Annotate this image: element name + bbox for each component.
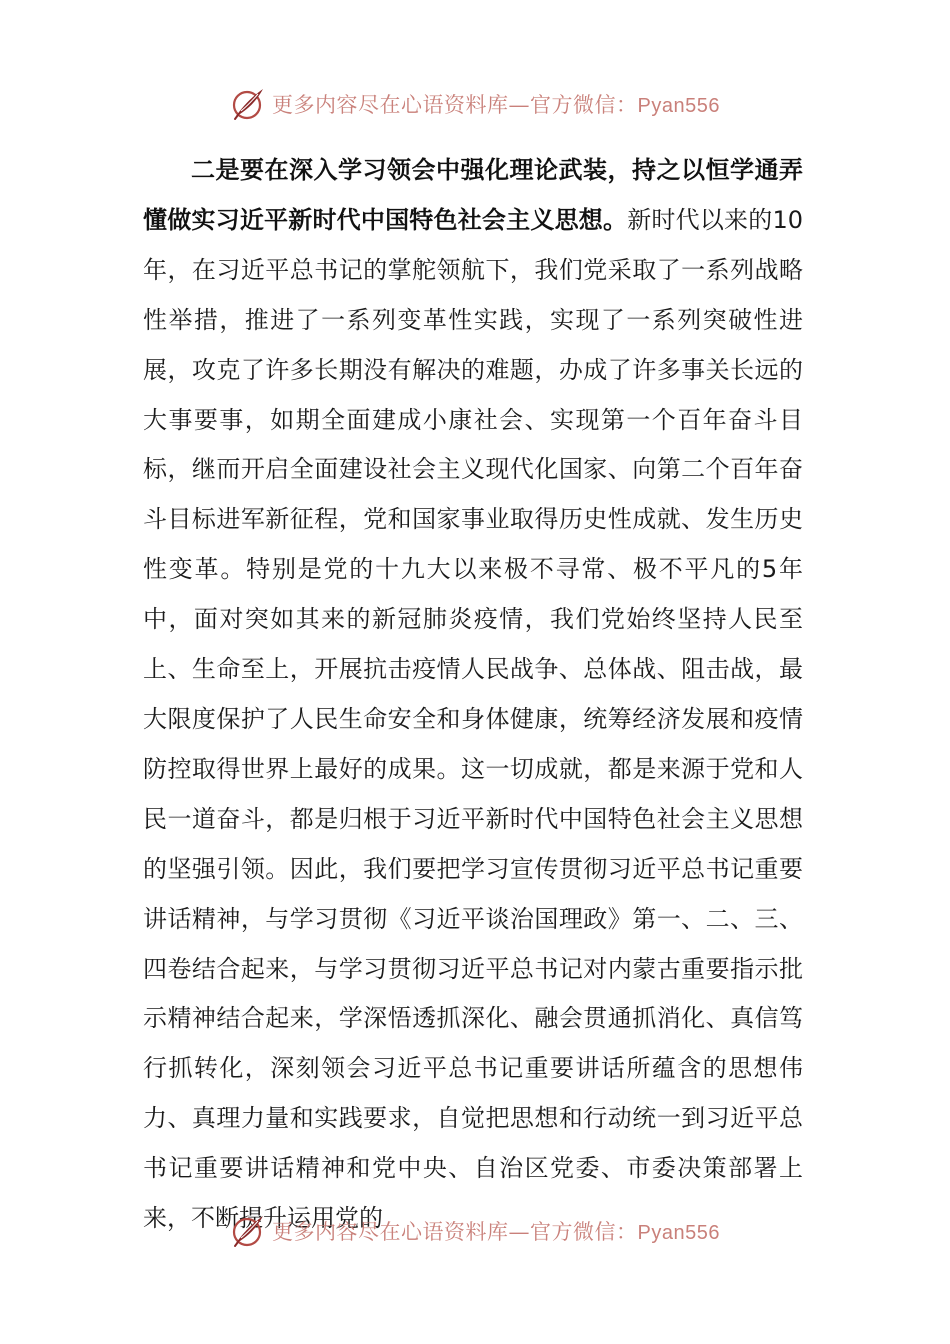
footer-banner <box>0 1211 950 1251</box>
header-banner <box>0 84 950 124</box>
banner-text: 更多内容尽在心语资料库—官方微信：Pyan556 <box>272 93 720 117</box>
body-text: 新时代以来的10年，在习近平总书记的掌舵领航下，我们党采取了一系列战略性举措，推进了一系列变革性实践，实现了一系列突破性进展，攻克了许多长期没有解决的难题，办成了许多事关长远的大事要事，如期全面建成小康社会、实现第一个百年奋斗目标，继而开启全面建设社会主义现代化国家、向第二个百年奋斗目标进军新征程，党和国家事业取得历史性成就、发生历史性变革。特别是党的十九大以来极不寻常、极不平凡的5年中，面对突如其来的新冠肺炎疫情，我们党始终坚持人民至上、生命至上，开展抗击疫情人民战争、总体战、阻击战，最大限度保护了人民生命安全和身体健康，统筹经济发展和疫情防控取得世界上最好的成果。这一切成就，都是来源于党和人民一道奋斗，都是归根于习近平新时代中国特色社会主义思想的坚强引领。因此，我们要把学习宣传贯彻习近平总书记重要讲话精神，与学习贯彻《习近平谈治国理政》第一、二、三、四卷结合起来，与学习贯彻习近平总书记对内蒙古重要指示批示精神结合起来，学深悟透抓深化、融会贯通抓消化、真信笃行抓转化，深刻领会习近平总书记重要讲话所蕴含的思想伟力、真理力量和实践要求，自觉把思想和行动统一到习近平总书记重要讲话精神和党中央、自治区党委、市委决策部署上来，不断提升运用党的 <box>143 205 804 1233</box>
wechat-id: Pyan556 <box>637 1222 720 1244</box>
quill-pen-logo-icon <box>230 1213 266 1249</box>
quill-pen-logo-icon <box>230 86 266 122</box>
banner-text: 更多内容尽在心语资料库—官方微信：Pyan556 <box>272 1220 720 1244</box>
lead-sentence: 二是要在深入学习领会中强化理论武装，持之以恒学通弄懂做实习近平新时代中国特色社会主义思想。 <box>143 156 803 234</box>
wechat-id: Pyan556 <box>637 95 720 117</box>
body-paragraph <box>143 146 803 1244</box>
